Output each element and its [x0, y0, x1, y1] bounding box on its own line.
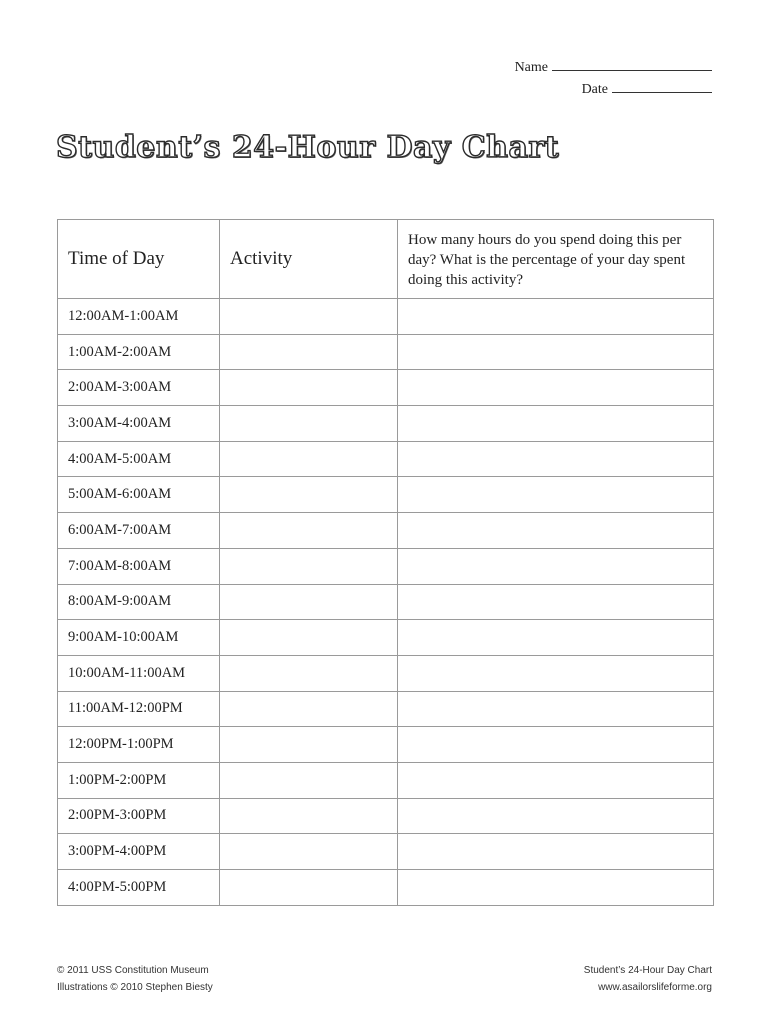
hours-percentage-cell[interactable]	[398, 727, 714, 763]
hours-percentage-cell[interactable]	[398, 548, 714, 584]
column-header-activity: Activity	[220, 220, 398, 299]
table-row	[58, 584, 714, 620]
activity-cell[interactable]	[220, 406, 398, 442]
activity-cell[interactable]	[220, 727, 398, 763]
footer-left	[57, 962, 213, 996]
activity-cell[interactable]	[220, 762, 398, 798]
hours-percentage-cell[interactable]	[398, 406, 714, 442]
hours-percentage-cell[interactable]	[398, 584, 714, 620]
activity-cell[interactable]	[220, 655, 398, 691]
hours-percentage-cell[interactable]	[398, 477, 714, 513]
table-row	[58, 513, 714, 549]
activity-cell[interactable]	[220, 548, 398, 584]
footer-copyright: © 2011 USS Constitution Museum	[57, 965, 209, 976]
hours-percentage-cell[interactable]	[398, 513, 714, 549]
activity-cell[interactable]	[220, 334, 398, 370]
time-of-day-cell: 6:00AM-7:00AM	[58, 513, 220, 549]
time-of-day-cell: 4:00AM-5:00AM	[58, 441, 220, 477]
hours-percentage-cell[interactable]	[398, 798, 714, 834]
table-row	[58, 441, 714, 477]
activity-cell[interactable]	[220, 584, 398, 620]
footer-url: www.asailorslifeforme.org	[598, 982, 712, 993]
time-of-day-cell: 10:00AM-11:00AM	[58, 655, 220, 691]
hours-percentage-cell[interactable]	[398, 370, 714, 406]
table-row	[58, 548, 714, 584]
hours-percentage-cell[interactable]	[398, 655, 714, 691]
time-of-day-cell: 5:00AM-6:00AM	[58, 477, 220, 513]
name-date-block	[515, 56, 712, 100]
hours-percentage-cell[interactable]	[398, 299, 714, 335]
table-row	[58, 655, 714, 691]
name-label: Name	[514, 60, 548, 75]
time-of-day-cell: 11:00AM-12:00PM	[58, 691, 220, 727]
table-body	[58, 299, 714, 906]
hours-percentage-cell[interactable]	[398, 762, 714, 798]
activity-cell[interactable]	[220, 370, 398, 406]
table-row	[58, 299, 714, 335]
footer-illustrations-credit: Illustrations © 2010 Stephen Biesty	[57, 982, 213, 993]
activity-cell[interactable]	[220, 477, 398, 513]
date-line	[515, 78, 712, 100]
table-header-row	[58, 220, 714, 299]
table-row	[58, 691, 714, 727]
activity-cell[interactable]	[220, 620, 398, 656]
hours-percentage-cell[interactable]	[398, 441, 714, 477]
hours-percentage-cell[interactable]	[398, 870, 714, 906]
activity-cell[interactable]	[220, 834, 398, 870]
date-label: Date	[581, 82, 608, 97]
footer-doc-title: Student’s 24-Hour Day Chart	[583, 965, 712, 976]
activity-cell[interactable]	[220, 870, 398, 906]
name-line	[515, 56, 712, 78]
hours-percentage-cell[interactable]	[398, 620, 714, 656]
activity-cell[interactable]	[220, 441, 398, 477]
table-row	[58, 727, 714, 763]
table-row	[58, 834, 714, 870]
name-blank[interactable]	[552, 56, 712, 71]
date-blank[interactable]	[612, 78, 712, 93]
time-of-day-cell: 12:00AM-1:00AM	[58, 299, 220, 335]
column-header-time: Time of Day	[58, 220, 220, 299]
table-row	[58, 620, 714, 656]
table-row	[58, 406, 714, 442]
time-of-day-cell: 3:00PM-4:00PM	[58, 834, 220, 870]
time-of-day-cell: 9:00AM-10:00AM	[58, 620, 220, 656]
time-of-day-cell: 2:00PM-3:00PM	[58, 798, 220, 834]
table-row	[58, 334, 714, 370]
table-row	[58, 477, 714, 513]
table-row	[58, 370, 714, 406]
table-row	[58, 870, 714, 906]
activity-cell[interactable]	[220, 299, 398, 335]
activity-cell[interactable]	[220, 798, 398, 834]
column-header-hours-question: How many hours do you spend doing this per day? What is the percentage of your day spent doing this activity?	[398, 220, 714, 299]
time-of-day-cell: 1:00AM-2:00AM	[58, 334, 220, 370]
time-of-day-cell: 7:00AM-8:00AM	[58, 548, 220, 584]
hours-percentage-cell[interactable]	[398, 834, 714, 870]
time-of-day-cell: 3:00AM-4:00AM	[58, 406, 220, 442]
page-title: Student’s 24-Hour Day Chart	[56, 130, 560, 165]
activity-cell[interactable]	[220, 513, 398, 549]
footer-right	[584, 962, 712, 996]
hours-percentage-cell[interactable]	[398, 334, 714, 370]
time-of-day-cell: 4:00PM-5:00PM	[58, 870, 220, 906]
table-row	[58, 798, 714, 834]
time-of-day-cell: 12:00PM-1:00PM	[58, 727, 220, 763]
hours-percentage-cell[interactable]	[398, 691, 714, 727]
time-of-day-cell: 1:00PM-2:00PM	[58, 762, 220, 798]
time-of-day-cell: 8:00AM-9:00AM	[58, 584, 220, 620]
table-row	[58, 762, 714, 798]
day-chart-table	[57, 219, 714, 906]
activity-cell[interactable]	[220, 691, 398, 727]
time-of-day-cell: 2:00AM-3:00AM	[58, 370, 220, 406]
